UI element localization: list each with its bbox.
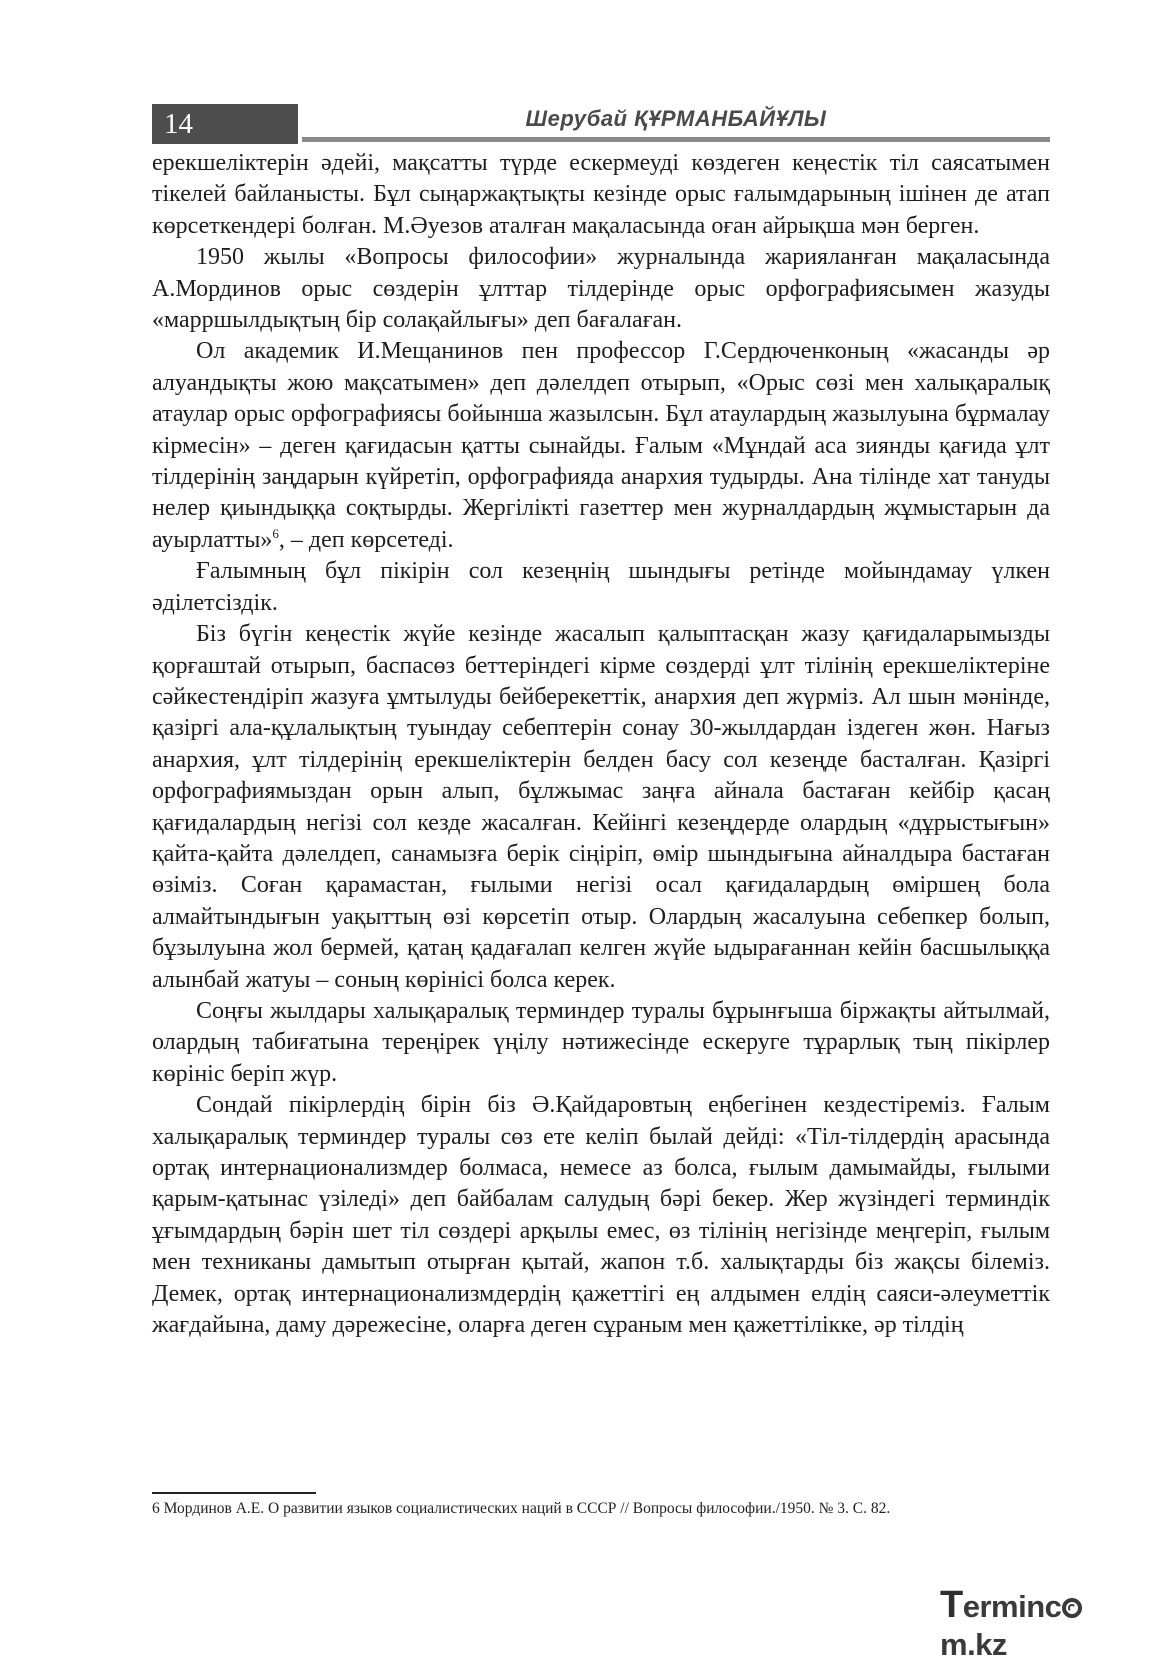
logo-text-2: m.kz xyxy=(940,1627,1007,1662)
paragraph-4: Ғалымның бұл пікірін сол кезеңнің шындығы ретінде мойындамау үлкен әділетсіздік. xyxy=(152,558,1050,616)
termincom-logo xyxy=(940,1584,1145,1662)
logo-text-1: erminc xyxy=(962,1589,1062,1624)
paragraph-3-tail: , – деп көрсетеді. xyxy=(278,526,454,553)
footnote-marker[interactable]: 6 xyxy=(272,525,279,541)
page-header xyxy=(152,104,1050,146)
logo-o-icon xyxy=(1062,1598,1082,1618)
main-text xyxy=(152,148,1050,1341)
footnote: 6 Мординов А.Е. О развитии языков социалистических наций в СССР // Вопросы философии./1950. № 3. С. 82. xyxy=(152,1500,891,1517)
logo-letter-t: T xyxy=(940,1584,963,1626)
paragraph-5: Біз бүгін кеңестік жүйе кезінде жасалып қалыптасқан жазу қағидаларымызды қорғаштай отырып, баспасөз беттеріндегі кірме сөздерді ұлт тілінің ерекшеліктеріне сәйкестендіріп жазуға ұмтылуды бейберекеттік, анархия деп жүрміз. Ал шын мәнінде, қазіргі ала-құлалықтың туындау себептерін сонау 30-жылдардан іздеген жөн. Нағыз анархия, ұлт тілдерінің ерекшеліктерін белден басу сол кезеңде басталған. Қазіргі орфографиямыздан орын алып, бұлжымас заңға айнала бастаған кейбір қасаң қағидалардың негізі сол кезде жасалған. Кейінгі кезеңдерде олардың «дұрыстығын» қайта-қайта дәлелдеп, санамызға берік сіңіріп, өмір шындығына айналдыра бастаған өзіміз. Соған қарамастан, ғылыми негізі осал қағидалардың өміршең бола алмайтындығын уақыттың өзі көрсетіп отыр. Олардың жасалуына себепкер болып, бұзылуына жол бермей, қатаң қадағалап келген жүйе ыдырағаннан кейін басшылыққа алынбай жатуы – соның көрінісі болса керек. xyxy=(152,621,1050,993)
page-number: 14 xyxy=(152,104,298,144)
paragraph-6: Соңғы жылдары халықаралық терминдер туралы бұрынғыша біржақты айтылмай, олардың табиғатына тереңірек үңілу нәтижесінде ескеруге тұрарлық тың пікірлер көрініс беріп жүр. xyxy=(152,997,1050,1087)
header-rule xyxy=(302,137,1050,142)
paragraph-3-text: Ол академик И.Мещанинов пен профессор Г.Сердюченконың «жасанды әр алуандықты жою мақсатымен» деп дәлелдеп отырып, «Орыс сөзі мен халықаралық атаулар орыс орфографиясы бойынша жазылсын. Бұл атаулардың жазылуына бұрмалау кірмесін» – деген қағидасын қатты сынайды. Ғалым «Мұндай аса зиянды қағида ұлт тілдерінің заңдарын күйретіп, орфографияда анархия тудырды. Ана тілінде хат тануды нелер қиындыққа соқтырды. Жергілікті газеттер мен журналдардың жұмыстарын да ауырлатты» xyxy=(152,338,1050,553)
paragraph-2: 1950 жылы «Вопросы философии» журналында жарияланған мақаласында А.Мординов орыс сөздерін ұлттар тілдерінде орыс орфографиясымен жазуды «марршылдықтың бір солақайлығы» деп бағалаған. xyxy=(152,244,1050,334)
running-title: Шерубай ҚҰРМАНБАЙҰЛЫ xyxy=(525,106,827,131)
paragraph-3 xyxy=(152,336,1050,556)
paragraph-1: ерекшеліктерін әдейі, мақсатты түрде ескермеуді көздеген кеңестік тіл саясатымен тікелей байланысты. Бұл сыңаржақтықты кезінде орыс ғалымдарының ішінен де атап көрсеткендері болған. М.Әуезов аталған мақаласында оған айрықша мән берген. xyxy=(152,150,1050,239)
paragraph-7: Сондай пікірлердің бірін біз Ә.Қайдаровтың еңбегінен кездестіреміз. Ғалым халықаралық терминдер туралы сөз ете келіп былай дейді: «Тіл-тілдердің арасында ортақ интернационализмдер болмаса, немесе аз болса, ғылым дамымайды, ғылыми қарым-қатынас үзіледі» деп байбалам салудың бәрі бекер. Жер жүзіндегі терминдік ұғымдардың бәрін шет тіл сөздері арқылы емес, өз тілінің негізінде меңгеріп, ғылым мен техниканы дамытып отырған қытай, жапон т.б. халықтарды біз жақсы білеміз. Демек, ортақ интернационализмдердің қажеттігі ең алдымен елдің саяси-әлеуметтік жағдайына, даму дәрежесіне, оларға деген сұраным мен қажеттілікке, әр тілдің xyxy=(152,1092,1050,1339)
footnote-separator xyxy=(152,1492,316,1494)
